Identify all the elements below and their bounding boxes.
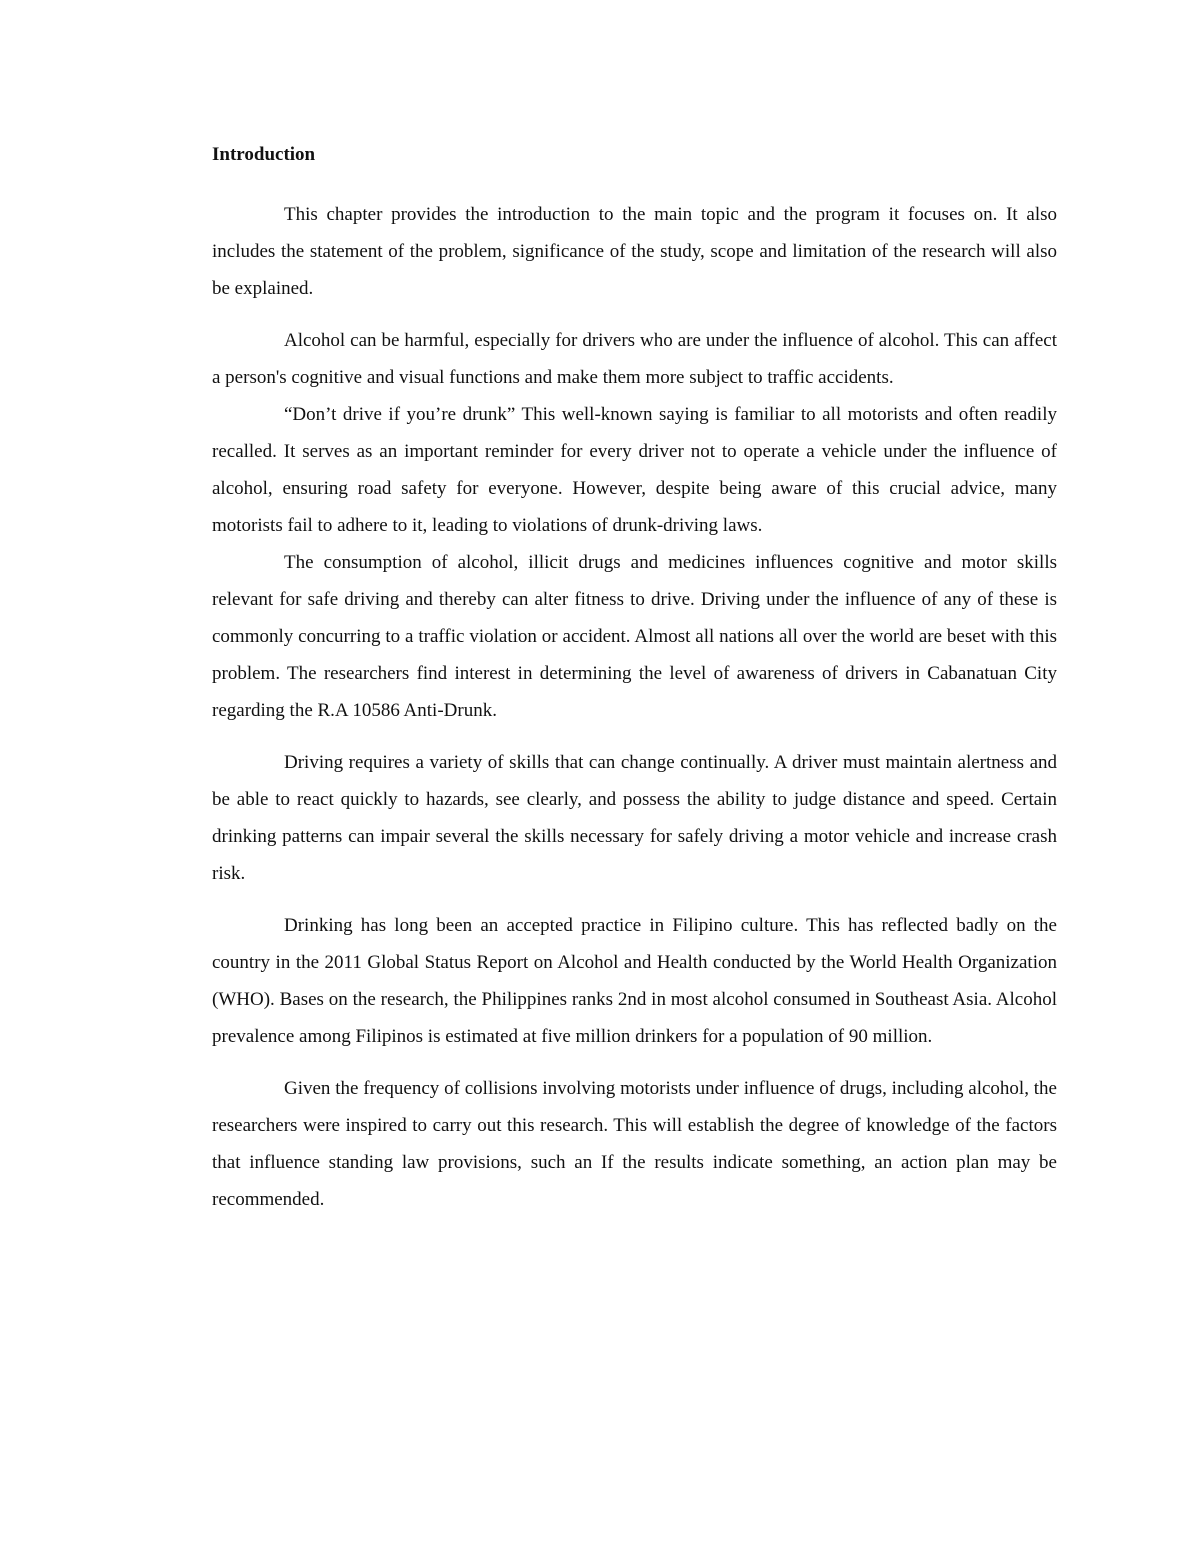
- paragraph-saying: “Don’t drive if you’re drunk” This well-known saying is familiar to all motorists and often readily recalled. It serves as an important reminder for every driver not to operate a vehicle under the influence of alcohol, ensuring road safety for everyone. However, despite being aware of this crucial advice, many motorists fail to adhere to it, leading to violations of drunk-driving laws.: [212, 404, 1057, 536]
- paragraph-intro: This chapter provides the introduction to the main topic and the program it focuses on. It also includes the statement of the problem, significance of the study, scope and limitation of the research will also be explained.: [212, 204, 1057, 299]
- section-heading: Introduction: [212, 144, 316, 165]
- document-page: [212, 142, 1057, 1218]
- paragraph-driving-skills: Driving requires a variety of skills that can change continually. A driver must maintain alertness and be able to react quickly to hazards, see clearly, and possess the ability to judge distance and speed. Certain drinking patterns can impair several the skills necessary for safely driving a motor vehicle and increase crash risk.: [212, 752, 1057, 884]
- paragraph-filipino-culture: Drinking has long been an accepted practice in Filipino culture. This has reflected badly on the country in the 2011 Global Status Report on Alcohol and Health conducted by the World Health Organization (WHO). Bases on the research, the Philippines ranks 2nd in most alcohol consumed in Southeast Asia. Alcohol prevalence among Filipinos is estimated at five million drinkers for a population of 90 million.: [212, 915, 1057, 1047]
- paragraph-consumption: The consumption of alcohol, illicit drugs and medicines influences cognitive and motor skills relevant for safe driving and thereby can alter fitness to drive. Driving under the influence of any of these is commonly concurring to a traffic violation or accident. Almost all nations all over the world are beset with this problem. The researchers find interest in determining the level of awareness of drivers in Cabanatuan City regarding the R.A 10586 Anti-Drunk.: [212, 552, 1057, 721]
- paragraph-research-purpose: Given the frequency of collisions involving motorists under influence of drugs, including alcohol, the researchers were inspired to carry out this research. This will establish the degree of knowledge of the factors that influence standing law provisions, such an If the results indicate something, an action plan may be recommended.: [212, 1078, 1057, 1210]
- paragraph-alcohol-harm: Alcohol can be harmful, especially for drivers who are under the influence of alcohol. This can affect a person's cognitive and visual functions and make them more subject to traffic accidents.: [212, 330, 1057, 388]
